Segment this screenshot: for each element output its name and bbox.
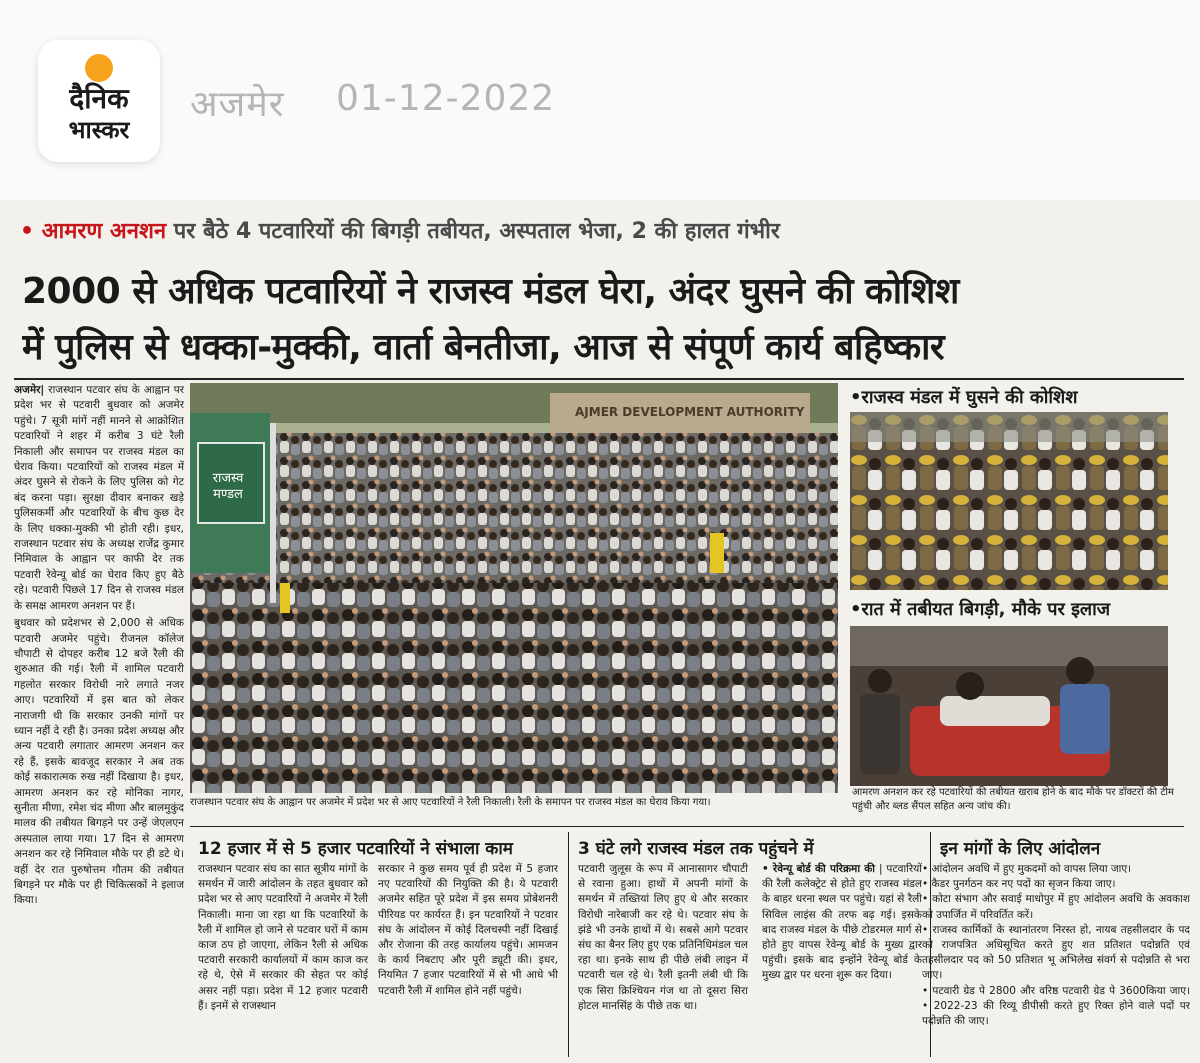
demands-list [922,862,1190,1057]
section-2-col-2-text: | पटवारियों की रैली कलेक्ट्रेट से होते हुए राजस्व मंडल के बाहर धरना स्थल पर पहुंचे। यहां से रैली सिविल लाइंस की तरफ बढ़ गई। इसके बाद राजस्व मंडल के पीछे टोडरमल मार्ग से होते हुए वापस रेवेन्यू बोर्ड के मुख्य द्वार पहुंची। इसके बाद इन्होंने रेवेन्यू बोर्ड के मुख्य द्वार पर धरना शुरू कर दिया। [762,863,922,982]
dainik-bhaskar-logo[interactable] [38,40,160,162]
demand-item: • राजस्व कार्मिकों के स्थानांतरण निरस्त हो, नायब तहसीलदार के पद को राजपत्रित अधिसूचित करते हुए शत प्रतिशत पदोन्नति एवं तहसीलदार पद को 50 प्रतिशत भू अभिलेख संवर्ग से पदोन्नति से भरा जाए। [922,923,1190,982]
demand-item: • कैडर पुनर्गठन कर नए पदों का सृजन किया जाए। [922,878,1116,891]
medical-treatment-photo [850,626,1168,786]
side-photo-2-title: •रात में तबीयत बिगड़ी, मौके पर इलाज [850,599,1111,620]
section-2-heading: 3 घंटे लगे राजस्व मंडल तक पहुंचने में [578,839,814,859]
section-3-heading: इन मांगों के लिए आंदोलन [940,839,1101,859]
section-2-subhead: • रेवेन्यू बोर्ड की परिक्रमा की [762,863,876,875]
kicker-line [20,215,1195,245]
lead-column [14,383,184,1043]
headline-line-1: 2000 से अधिक पटवारियों ने राजस्व मंडल घेरा, अंदर घुसने की कोशिश [22,271,959,312]
section-1-col-1: राजस्थान पटवार संघ का सात सूत्रीय मांगों के समर्थन में जारी आंदोलन के तहत बुधवार को प्रदेश भर से आए पटवारियों ने अजमेर में रैली निकाली। माना जा रहा था कि पटवारियों के रैली में शामिल हो जाने से पटवार घरों में काम काज ठप हो जाएगा, लेकिन रैली से अधिक पटवारी सरकारी कार्यालयों में काम काज कर रहे थे, ऐसे में सरकार की सेहत पर कोई असर नहीं पड़ा। प्रदेश में 12 हजार पटवारी हैं। इनमें से राजस्थान [198,863,368,1012]
section-1-col-2: सरकार ने कुछ समय पूर्व ही प्रदेश में 5 हजार नए पटवारियों की नियुक्ति की है। ये पटवारी अजमेर सहित पूरे प्रदेश में इस समय प्रोबेशनरी पीरियड पर कार्यरत हैं। इन पटवारियों ने पटवार संघ के आंदोलन में कोई दिलचस्पी नहीं दिखाई और रोजाना की तरह कार्यालय पहुंचे। आमजन के कार्य निबटाए और पूरी ड्यूटी की। इधर, नियमित 7 हजार पटवारियों में से भी आधे भी पटवारी रैली में शामिल होने नहीं पहुंचे। [378,863,558,997]
edition-city: अजमेर [190,84,285,125]
headline-line-2: में पुलिस से धक्का-मुक्की, वार्ता बेनतीजा, आज से संपूर्ण कार्य बहिष्कार [22,327,945,368]
side-photo-caption: आमरण अनशन कर रहे पटवारियों की तबीयत खराब होने के बाद मौके पर डॉक्टरों की टीम पहुंची और ब्लड सैंपल सहित अन्य जांच की। [852,787,1174,812]
main-crowd-photo [190,383,838,793]
dateline: अजमेर| [14,384,45,396]
divider [190,826,1184,827]
divider [14,378,1184,380]
side-photo-1-title: •राजस्व मंडल में घुसने की कोशिश [850,387,1078,408]
lead-paragraph-2: बुधवार को प्रदेशभर से 2,000 से अधिक पटवारी अजमेर पहुंचे। रीजनल कॉलेज चौपाटी से दोपहर करीब 12 बजे रैली की शुरुआत की गई। रैली में शामिल पटवारी गहलोत सरकार विरोधी नारे लगाते नजर आए। पटवारियों में इस बात को लेकर नाराजगी थी कि सरकार उनकी मांगों पर ध्यान नहीं दे रही है। उनका प्रदेश अध्यक्ष और अन्य पटवारी लगातार आमरण अनशन कर रहे हैं, इसके बावजूद सरकार ने अब तक कोई सकारात्मक रुख नहीं दिखाया है। इधर, आमरण अनशन कर रहे मोनिका नागर, सुनीता मीणा, रमेश चंद मीणा और बालमुकुंद मालव की तबीयत बिगड़ने पर उन्हें जेएलएन अस्पताल लाया गया। 17 दिन से आमरण अनशन कर रहे निमिवाल मौके पर ही डटे थे। वहीं देर रात पुरुषोत्तम गौतम की तबीयत बिगड़ने पर मौके पर ही चिकित्सकों ने इलाज किया। [14,617,184,907]
kicker-text: पर बैठे 4 पटवारियों की बिगड़ी तबीयत, अस्पताल भेजा, 2 की हालत गंभीर [173,219,780,244]
treatment-photo-image [850,626,1168,786]
crowd-photo-image [190,383,838,793]
sign-text-1: राजस्व [212,471,244,486]
section-1-heading: 12 हजार में से 5 हजार पटवारियों ने संभाला काम [198,839,513,859]
edition-date: 01-12-2022 [336,78,556,119]
logo-line2: भास्कर [68,116,130,144]
demand-item: • पटवारी ग्रेड पे 2800 और वरिष्ठ पटवारी ग्रेड पे 3600किया जाए। • 2022-23 की रिव्यू डीपीसी करते हुए रिक्त होने वाले पदों पर पदोन्नति की जाए। [922,984,1190,1028]
sun-icon [85,54,113,82]
lead-paragraph-1: राजस्थान पटवार संघ के आह्वान पर प्रदेश भर से पटवारी बुधवार को अजमेर पहुंचे। 7 सूत्री मांगें नहीं मानने से आक्रोशित पटवारियों ने शहर में करीब 3 घंटे रैली निकाली और समापन पर राजस्व मंडल का घेराव किया। पटवारियों को राजस्व मंडल में अंदर घुसने से रोकने के लिए पुलिस को गेट बंद करना पड़ा। सुरक्षा दीवार बनाकर खड़े पुलिसकर्मी और पटवारियों के बीच कुछ देर के लिए धक्का-मुक्की भी होती रही। इधर, राजस्थान पटवार संघ के अध्यक्ष राजेंद्र कुमार निमिवाल के आह्वान पर काफी देर तक पटवारी रेवेन्यू बोर्ड का घेराव किए हुए बैठे रहे। पटवारी पिछले 17 दिन से राजस्व मंडल के समक्ष आमरण अनशन पर हैं। [14,384,184,612]
section-2-col-1: पटवारी जुलूस के रूप में आनासागर चौपाटी से रवाना हुआ। हाथों में अपनी मांगों के समर्थन में तख्तियां लिए हुए थे और सरकार विरोधी नारेबाजी कर रहे थे। पटवार संघ के झंडे भी उनके हाथों में थे। सबसे आगे पटवार संघ का बैनर लिए हुए एक प्रतिनिधिमंडल चल रहा था। इनके साथ ही पीछे लंबी लाइन में पटवारी चल रहे थे। रैली इतनी लंबी थी कि एक सिरा क्रिश्चियन गंज था तो दूसरा सिरा होटल मानसिंह के पीछे तक था। [578,863,748,1012]
demand-item: • आंदोलन अवधि में हुए मुकदमों को वापस लिया जाए। [922,863,1132,875]
column-divider [568,832,569,1057]
logo-line1: दैनिक [69,82,129,115]
revenue-board-sign [202,471,254,503]
kicker-highlight: • आमरण अनशन [20,219,167,244]
sign-text-2: मण्डल [213,487,243,502]
police-photo-image [850,412,1168,590]
police-scuffle-photo [850,412,1168,590]
app-header [0,0,1200,200]
main-photo-caption: राजस्थान पटवार संघ के आह्वान पर अजमेर में प्रदेश भर से आए पटवारियों ने रैली निकाली। रैली के समापन पर राजस्व मंडल का घेराव किया गया। [190,797,711,808]
section-2-col-2 [762,862,922,1057]
demand-item: • कोटा संभाग और सवाई माधोपुर में हुए आंदोलन अवधि के अवकाश को उपार्जित में परिवर्तित करें। [922,893,1190,921]
ada-banner: AJMER DEVELOPMENT AUTHORITY [575,405,805,419]
